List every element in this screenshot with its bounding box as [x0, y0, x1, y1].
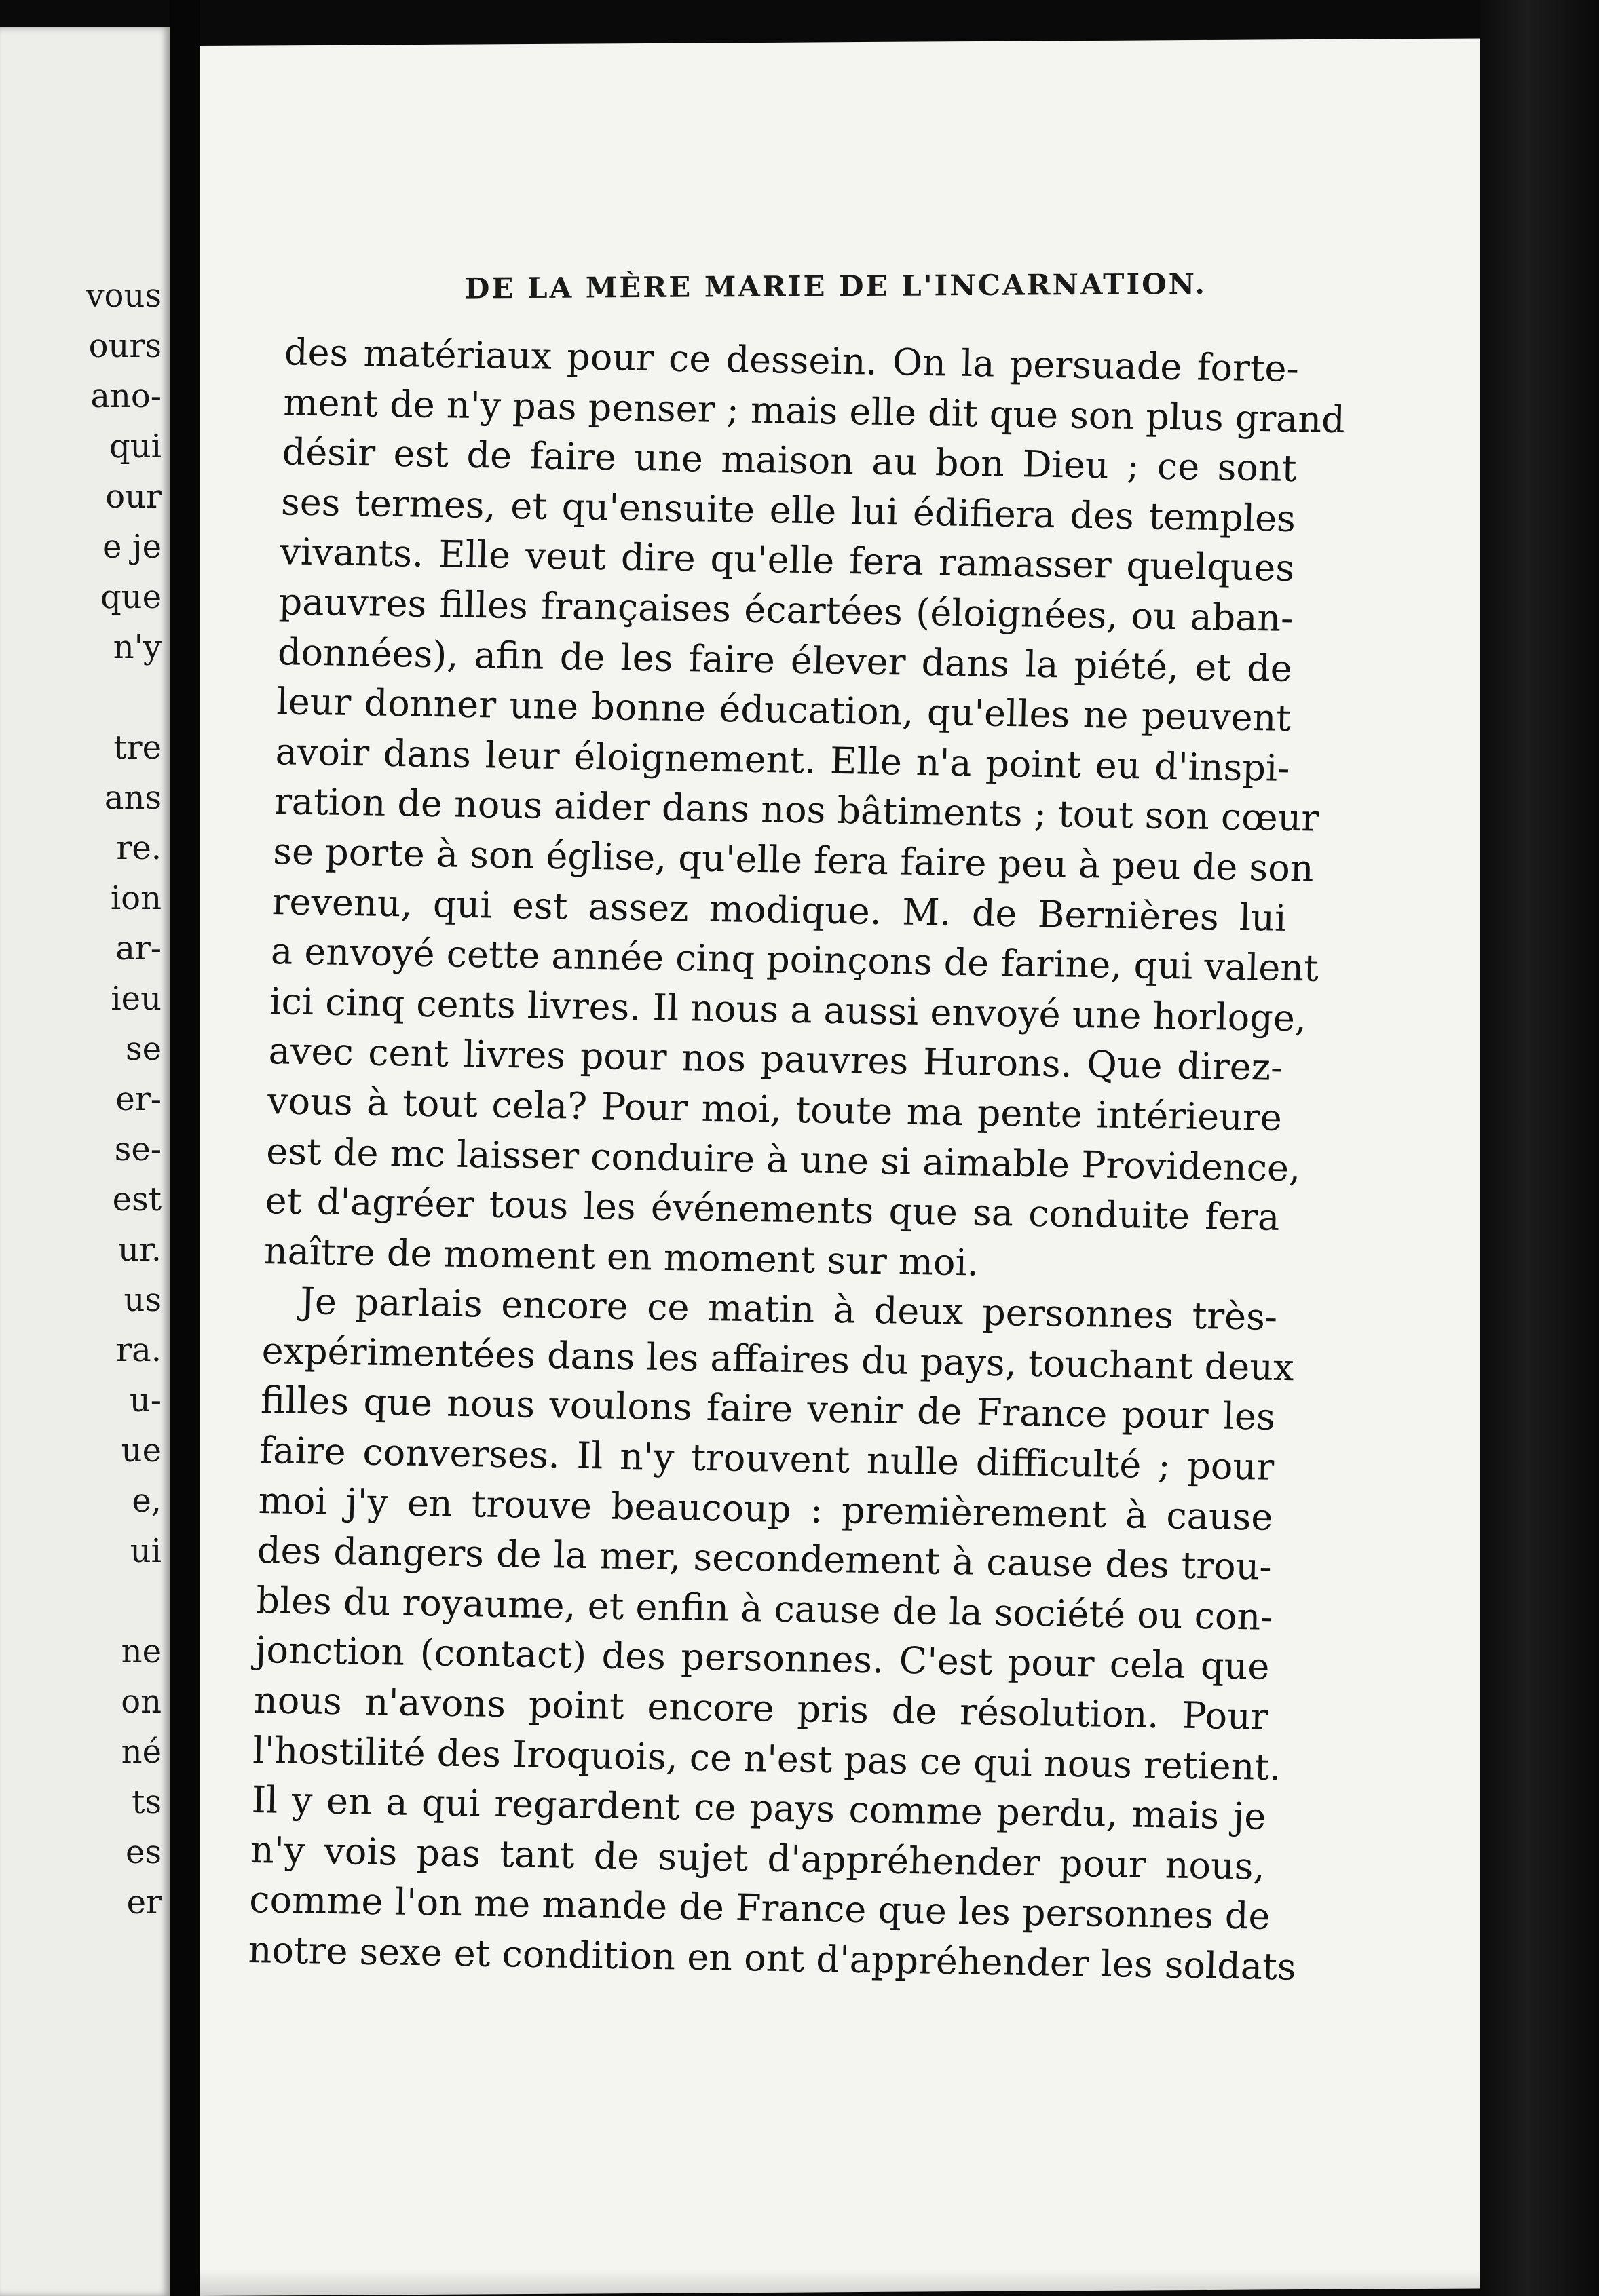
- book-gutter: [170, 0, 200, 2296]
- text-line: comme l'on me mande de France que les personnes de: [248, 1878, 1271, 1938]
- text-line: nous n'avons point encore pris de résolution. Pour: [253, 1679, 1269, 1738]
- page-shadow: [200, 2269, 1480, 2296]
- left-page-fragment: ra.: [116, 1331, 162, 1369]
- left-page-fragment: us: [124, 1281, 162, 1319]
- text-line: revenu, qui est assez modique. M. de Bernières lui: [271, 879, 1287, 940]
- text-line: vivants. Elle veut dire qu'elle fera ramasser quelques: [279, 530, 1295, 590]
- left-page-fragment: ar-: [115, 930, 162, 968]
- left-page-fragment: ts: [132, 1783, 162, 1821]
- left-page-fragment: re.: [116, 829, 162, 867]
- text-line: bles du royaume, et enfin à cause de la société ou con-: [255, 1578, 1274, 1639]
- text-line: faire converses. Il n'y trouvent nulle difficulté ; pour: [259, 1429, 1275, 1489]
- text-line: des dangers de la mer, secondement à cause des trou-: [257, 1529, 1273, 1589]
- left-page-fragment: ur.: [118, 1231, 162, 1269]
- text-line: a envoyé cette année cinq poinçons de farine, qui valent: [270, 930, 1319, 990]
- text-line: pauvres filles françaises écartées (éloignées, ou aban-: [278, 580, 1294, 640]
- text-line: désir est de faire une maison au bon Dieu ; ce sont: [282, 430, 1298, 491]
- left-page-fragment: se-: [114, 1130, 162, 1168]
- text-line: moi j'y en trouve beaucoup : premièrement à cause: [258, 1478, 1274, 1539]
- text-line: ration de nous aider dans nos bâtiments ; tout son cœur: [274, 780, 1319, 841]
- left-page-fragment: on: [121, 1683, 162, 1721]
- left-facing-page: [0, 27, 170, 2296]
- left-page-fragment: ieu: [111, 980, 162, 1018]
- text-line: Il y en a qui regardent ce pays comme perdu, mais je: [251, 1778, 1267, 1838]
- text-line: ici cinq cents livres. Il nous a aussi envoyé une horloge,: [269, 979, 1307, 1040]
- text-line: est de mc laisser conduire à une si aimable Providence,: [265, 1129, 1301, 1189]
- text-line: ment de n'y pas penser ; mais elle dit que son plus grand: [282, 380, 1346, 441]
- text-line: leur donner une bonne éducation, qu'elles ne peuvent: [276, 680, 1292, 740]
- left-page-fragment: qui: [109, 427, 162, 465]
- text-line: naître de moment en moment sur moi.: [263, 1229, 979, 1284]
- left-page-fragment: est: [112, 1181, 162, 1219]
- left-page-fragment: né: [121, 1733, 162, 1771]
- book-edge: [1480, 0, 1599, 2296]
- left-page-fragment: e,: [132, 1482, 162, 1520]
- left-page-fragment: ano-: [90, 377, 162, 415]
- left-page-fragment: ne: [121, 1632, 162, 1670]
- left-page-fragment: our: [105, 478, 162, 516]
- page-header: [465, 266, 1415, 326]
- main-page: [200, 38, 1480, 2296]
- text-line: des matériaux pour ce dessein. On la persuade forte-: [284, 330, 1300, 391]
- left-page-fragment: ours: [88, 327, 162, 365]
- left-page-fragment: ans: [104, 779, 162, 817]
- text-line: et d'agréer tous les événements que sa conduite fera: [265, 1179, 1281, 1239]
- text-line: avec cent livres pour nos pauvres Hurons. Que direz-: [268, 1029, 1284, 1090]
- left-page-fragment: ue: [121, 1432, 162, 1470]
- text-line: notre sexe et condition en ont d'appréhender les soldats: [248, 1928, 1297, 1989]
- text-line: filles que nous voulons faire venir de France pour les: [260, 1379, 1276, 1439]
- left-page-fragment: ui: [130, 1532, 162, 1570]
- left-page-fragment: se: [125, 1030, 162, 1068]
- running-title: DE LA MÈRE MARIE DE L'INCARNATION.: [465, 267, 1207, 305]
- left-page-fragment: e je: [102, 528, 162, 566]
- left-page-fragment: es: [125, 1833, 162, 1871]
- body-text: [248, 327, 1346, 1991]
- text-line: ses termes, et qu'ensuite elle lui édifiera des temples: [280, 480, 1296, 540]
- text-line: l'hostilité des Iroquois, ce n'est pas ce qui nous retient.: [252, 1728, 1282, 1788]
- left-page-fragment: er-: [115, 1080, 162, 1118]
- text-line: jonction (contact) des personnes. C'est pour cela que: [255, 1628, 1271, 1689]
- text-line: données), afin de les faire élever dans la piété, et de: [277, 630, 1293, 690]
- left-page-fragment: ion: [110, 879, 162, 917]
- text-line: se porte à son église, qu'elle fera faire peu à peu de son: [272, 830, 1315, 890]
- left-page-fragment: er: [126, 1883, 162, 1921]
- text-line: n'y vois pas tant de sujet d'appréhender pour nous,: [250, 1828, 1266, 1888]
- left-page-fragment: vous: [86, 277, 162, 315]
- text-line: vous à tout cela? Pour moi, toute ma pente intérieure: [267, 1079, 1283, 1139]
- left-page-fragment: n'y: [113, 628, 162, 666]
- text-line: avoir dans leur éloignement. Elle n'a point eu d'inspi-: [275, 729, 1291, 790]
- text-line: Je parlais encore ce matin à deux personnes très-: [299, 1280, 1278, 1339]
- text-line: expérimentées dans les affaires du pays, touchant deux: [261, 1328, 1295, 1390]
- left-page-fragment: tre: [113, 729, 162, 767]
- left-page-fragment: u-: [129, 1381, 162, 1419]
- left-page-fragment: que: [100, 578, 162, 616]
